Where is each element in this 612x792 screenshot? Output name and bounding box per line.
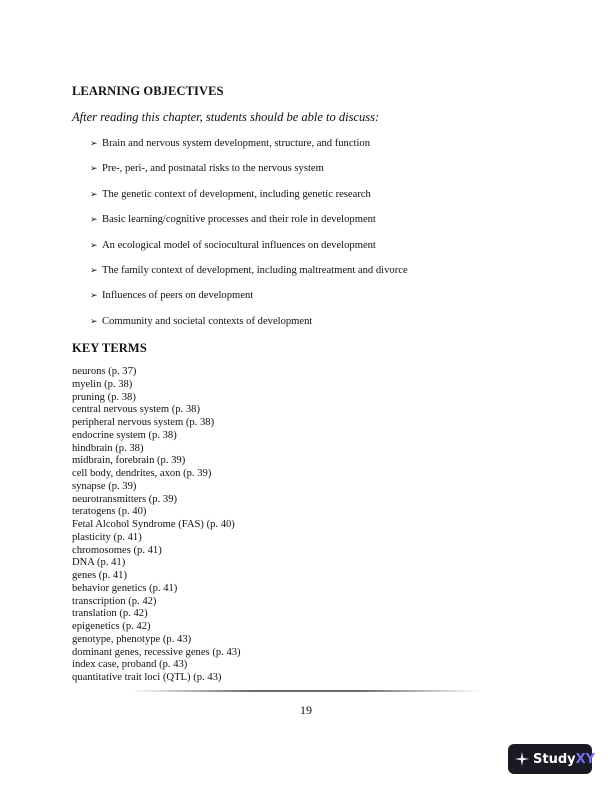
list-item: quantitative trait loci (QTL) (p. 43) [72, 672, 222, 683]
list-item: translation (p. 42) [72, 608, 148, 620]
list-item: ➢ An ecological model of sociocultural influences on development [90, 239, 376, 251]
list-item: ➢ The genetic context of development, including genetic research [90, 188, 371, 200]
arrow-bullet-icon: ➢ [90, 189, 98, 200]
watermark-brand-xy: XY [575, 751, 596, 767]
list-item: ➢ Influences of peers on development [90, 290, 254, 302]
objectives-list [90, 137, 408, 340]
list-item: myelin (p. 38) [72, 378, 133, 390]
arrow-bullet-icon: ➢ [90, 265, 98, 276]
list-item: behavior genetics (p. 41) [72, 582, 178, 594]
list-item: neurons (p. 37) [72, 366, 137, 377]
list-item: genotype, phenotype (p. 43) [72, 633, 192, 645]
arrow-bullet-icon: ➢ [90, 291, 98, 302]
list-item: dominant genes, recessive genes (p. 43) [72, 646, 241, 658]
list-item: plasticity (p. 41) [72, 531, 142, 543]
list-item: cell body, dendrites, axon (p. 39) [72, 468, 212, 479]
list-item: hindbrain (p. 38) [72, 442, 144, 454]
list-item: ➢ Basic learning/cognitive processes and their role in development [90, 214, 376, 226]
list-item: genes (p. 41) [72, 570, 128, 581]
list-item: transcription (p. 42) [72, 595, 157, 607]
list-item: DNA (p. 41) [72, 557, 126, 569]
list-item: ➢ Brain and nervous system development, structure, and function [90, 138, 371, 149]
list-item: ➢ Pre-, peri-, and postnatal risks to the nervous system [90, 163, 324, 175]
list-item: epigenetics (p. 42) [72, 621, 151, 632]
sparkle-plus-icon [515, 752, 529, 766]
list-item: teratogens (p. 40) [72, 506, 147, 518]
list-item: synapse (p. 39) [72, 480, 137, 492]
key-terms-heading: KEY TERMS [72, 341, 147, 355]
list-item: peripheral nervous system (p. 38) [72, 417, 215, 428]
key-terms-list [72, 366, 241, 685]
list-item: midbrain, forebrain (p. 39) [72, 455, 186, 467]
arrow-bullet-icon: ➢ [90, 139, 98, 149]
watermark-brand-study: Study [533, 751, 576, 767]
page-number: 19 [300, 703, 312, 717]
arrow-bullet-icon: ➢ [90, 316, 98, 327]
objectives-intro: After reading this chapter, students should be able to discuss: [72, 110, 380, 124]
arrow-bullet-icon: ➢ [90, 215, 98, 226]
arrow-bullet-icon: ➢ [90, 240, 98, 251]
learning-objectives-heading: LEARNING OBJECTIVES [72, 84, 224, 98]
list-item: chromosomes (p. 41) [72, 544, 162, 556]
list-item: neurotransmitters (p. 39) [72, 493, 178, 505]
list-item: ➢ The family context of development, including maltreatment and divorce [90, 264, 408, 276]
studyxy-watermark[interactable] [508, 744, 596, 774]
list-item: Fetal Alcohol Syndrome (FAS) (p. 40) [72, 519, 235, 530]
list-item: index case, proband (p. 43) [72, 659, 188, 671]
list-item: central nervous system (p. 38) [72, 404, 200, 416]
arrow-bullet-icon: ➢ [90, 164, 98, 175]
list-item: endocrine system (p. 38) [72, 429, 177, 441]
list-item: ➢ Community and societal contexts of development [90, 315, 313, 327]
list-item: pruning (p. 38) [72, 391, 136, 403]
footer-divider [130, 690, 482, 692]
